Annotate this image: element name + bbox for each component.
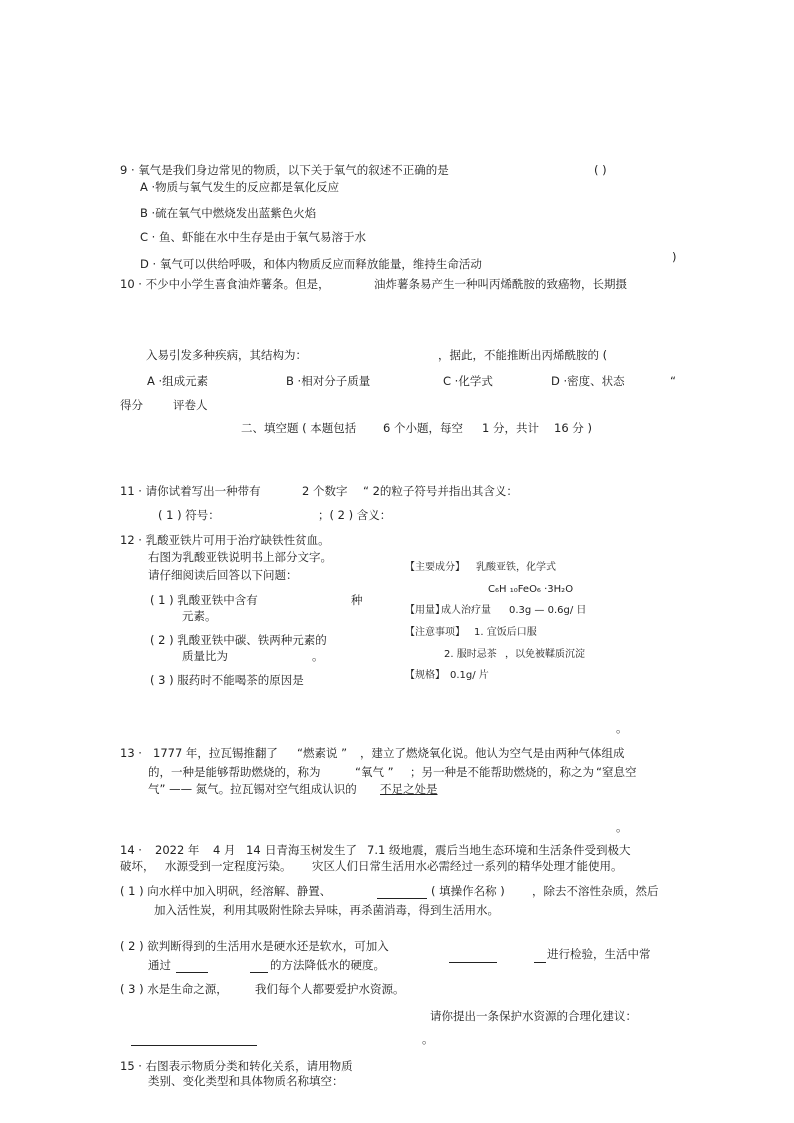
q10-option-c: C ·化学式: [443, 374, 493, 388]
section2-heading-b: 6 个小题，每空: [383, 421, 463, 435]
section2-heading-a: 二、填空题 ( 本题包括: [241, 421, 357, 435]
label-dosage-key: 【用量】: [405, 605, 445, 616]
q10-stem-b: 油炸薯条易产生一种叫丙烯酰胺的致癌物，长期摄: [374, 277, 627, 291]
q12-end-mark: 。: [616, 721, 628, 735]
q10-line2-b: ，据此，不能推断出丙烯酰胺的 (: [438, 348, 608, 362]
q13-line3-a: 气” —— 氮气。拉瓦锡对空气组成认识的: [148, 782, 357, 796]
q15-line2: 类别、变化类型和具体物质名称填空：: [148, 1074, 344, 1088]
q9-stem: 9 · 氧气是我们身边常见的物质，以下关于氧气的叙述不正确的是: [120, 163, 449, 177]
q13-line2-c: ；另一种是不能帮助燃烧的，称之为: [410, 765, 594, 779]
q14-sub1-c: ，除去不溶性杂质，然后: [532, 884, 659, 898]
stray-paren: ): [672, 250, 677, 264]
q10-option-d: D ·密度、状态: [551, 374, 625, 388]
q13-stem-d: ，建立了燃烧氧化说。他认为空气是由两种气体组成: [360, 746, 625, 760]
q14-sub2-line2-b: 的方法降低水的硬度。: [270, 958, 385, 972]
label-formula: C₆H ₁₀FeO₆ ·3H₂O: [488, 584, 574, 595]
q14-day: 14: [246, 843, 261, 857]
q14-sub3-blank: [131, 1045, 257, 1046]
q14-end-mark: 。: [422, 1032, 434, 1046]
q14-sub2-blank-1b: [534, 962, 546, 963]
q13-end-mark: 。: [616, 820, 628, 834]
q14-line2-a: 破坏，: [120, 859, 155, 873]
label-notice-2b: ，以免被鞣质沉淀: [505, 649, 585, 660]
section2-heading-c: 1 分，共计: [482, 421, 539, 435]
q14-stem-f: 7.1 级地震，震后当地生态环境和生活条件受到极大: [367, 843, 631, 857]
q12-sub1-c: 元素。: [182, 609, 217, 623]
q14-sub3-a: ( 3 ) 水是生命之源，: [120, 982, 228, 996]
score-label: 得分: [120, 398, 143, 412]
q11-stem-b: 2 个数字: [302, 484, 348, 498]
q12-sub3: ( 3 ) 服药时不能喝茶的原因是: [150, 673, 304, 687]
q14-sub2-blank-2a: [176, 972, 208, 973]
q10-mark: “: [670, 374, 676, 388]
q12-sub2-b: 质量比为: [182, 649, 228, 663]
q11-stem-a: 11 · 请你试着写出一种带有: [120, 484, 261, 498]
q15-stem: 15 · 右图表示物质分类和转化关系，请用物质: [120, 1059, 353, 1073]
q14-sub1-a: ( 1 ) 向水样中加入明矾，经溶解、静置、: [120, 884, 332, 898]
label-dosage-amount: 0.3g — 0.6g/ 日: [509, 605, 587, 616]
q12-sub1-a: ( 1 ) 乳酸亚铁中含有: [150, 593, 258, 607]
q12-line2: 右图为乳酸亚铁说明书上部分文字。: [148, 550, 332, 564]
q13-number: 13 ·: [120, 746, 142, 760]
section2-heading-d: 16 分 ): [554, 421, 592, 435]
q12-sub1-b: 种: [351, 593, 363, 607]
q9-option-b: B ·硫在氧气中燃烧发出蓝紫色火焰: [140, 206, 317, 220]
label-notice-2: 2. 服时忌茶: [444, 649, 497, 660]
q12-sub2-c: 。: [312, 649, 324, 663]
q9-option-d: D · 氧气可以供给呼吸，和体内物质反应而释放能量，维持生命活动: [140, 257, 482, 271]
q12-stem: 12 · 乳酸亚铁片可用于治疗缺铁性贫血。: [120, 533, 330, 547]
q10-stem-a: 10 · 不少中小学生喜食油炸薯条。但是，: [120, 277, 330, 291]
q14-sub1-blank: [377, 898, 427, 899]
q13-line3-b: 不足之处是: [380, 782, 438, 796]
q14-sub3-line2: 请你提出一条保护水资源的合理化建议：: [430, 1009, 637, 1023]
q11-symbol-label: ( 1 ) 符号：: [158, 508, 220, 522]
label-notice-key: 【注意事项】: [405, 627, 465, 638]
q13-stem-c: “燃素说 ”: [297, 746, 348, 760]
q14-sub1-b: ( 填操作名称 ): [431, 884, 505, 898]
q12-line3: 请仔细阅读后回答以下问题：: [148, 568, 298, 582]
q14-sub2-a: ( 2 ) 欲判断得到的生活用水是硬水还是软水，可加入: [120, 939, 389, 953]
q9-option-c: C · 鱼、虾能在水中生存是由于氧气易溶于水: [140, 230, 366, 244]
label-spec-value: 0.1g/ 片: [450, 670, 489, 681]
q14-sub1-line2: 加入活性炭，利用其吸附性除去异味，再杀菌消毒，得到生活用水。: [154, 903, 499, 917]
q14-stem-e: 日青海玉树发生了: [265, 843, 357, 857]
q12-sub2-a: ( 2 ) 乳酸亚铁中碳、铁两种元素的: [150, 633, 327, 647]
q10-option-b: B ·相对分子质量: [286, 374, 371, 388]
label-component-value: 乳酸亚铁，化学式: [476, 562, 556, 573]
q10-line2-a: 入易引发多种疾病，其结构为：: [146, 348, 307, 362]
q14-line2-c: 灾区人们日常生活用水必需经过一系列的精华处理才能使用。: [312, 859, 623, 873]
q14-year: 2022 年: [155, 843, 200, 857]
reviewer-label: 评卷人: [173, 398, 208, 412]
q14-sub3-b: 我们每个人都要爱护水资源。: [255, 982, 405, 996]
q10-option-a: A ·组成元素: [147, 374, 209, 388]
q14-line2-b: 水源受到一定程度污染。: [165, 859, 292, 873]
q14-sub2-blank-2b: [250, 972, 268, 973]
q14-sub2-blank-1: [449, 962, 497, 963]
q14-sub2-line2-a: 通过: [148, 958, 171, 972]
q13-line2-a: 的，一种是能够帮助燃烧的，称为: [148, 765, 321, 779]
q14-number: 14 ·: [120, 843, 142, 857]
label-component-key: 【主要成分】: [405, 562, 465, 573]
q9-option-a: A ·物质与氧气发生的反应都是氧化反应: [140, 180, 340, 194]
q11-stem-c: “ 2的粒子符号并指出其含义：: [363, 484, 518, 498]
label-spec-key: 【规格】: [405, 670, 445, 681]
q11-meaning-label: ；( 2 ) 含义：: [318, 508, 392, 522]
q13-line2-b: “氧气 ”: [355, 765, 394, 779]
q13-stem-b: 1777 年，拉瓦锡推翻了: [153, 746, 278, 760]
label-dosage-value: 成人治疗量: [441, 605, 491, 616]
q13-line2-d: “窒息空: [596, 765, 637, 779]
q14-sub2-b: 进行检验，生活中常: [547, 947, 651, 961]
q14-month: 4 月: [213, 843, 236, 857]
q9-answer-paren: ( ): [594, 163, 607, 177]
label-notice-1: 1. 宜饭后口服: [474, 627, 537, 638]
